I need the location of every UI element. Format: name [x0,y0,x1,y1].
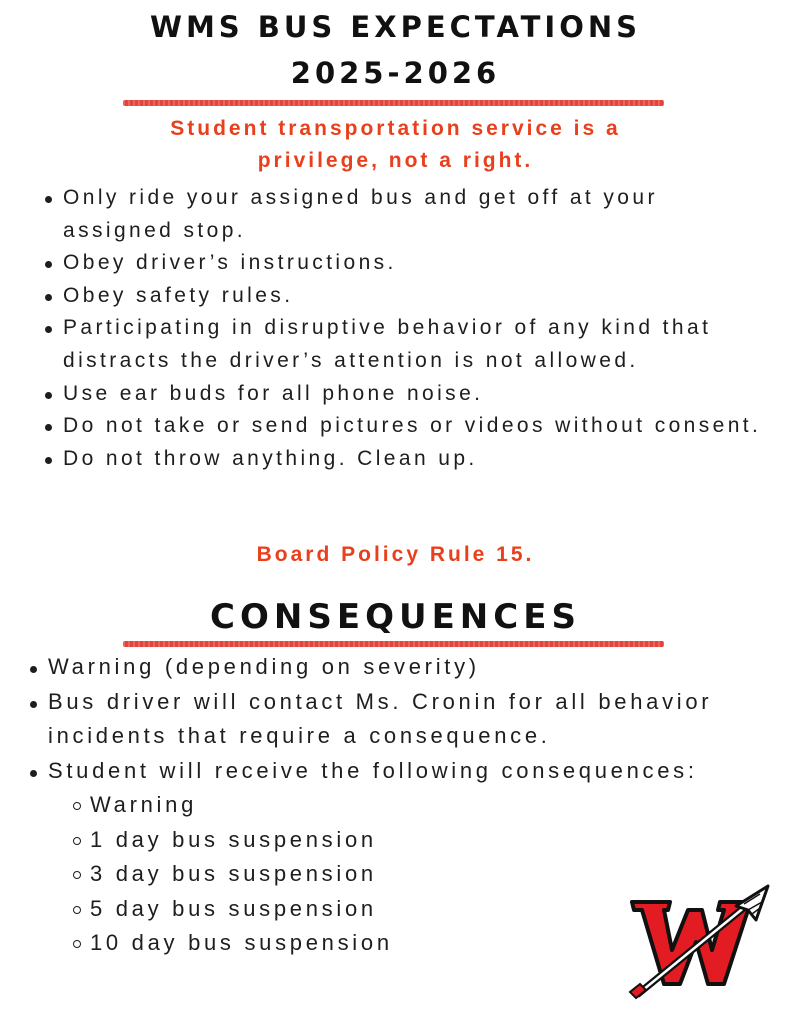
expectation-item: Do not throw anything. Clean up. [45,443,765,476]
school-year: 2025-2026 [290,56,501,90]
privilege-statement-line2: privilege, not a right. [257,149,534,172]
expectation-item: Participating in disruptive behavior of any kind that distracts the driver’s attention is not allowed. [45,312,765,377]
page-title: WMS BUS EXPECTATIONS [149,10,642,44]
bullet-icon [30,770,37,777]
consequences-divider [123,641,664,647]
bullet-icon [30,666,37,673]
hollow-bullet-icon [73,802,81,810]
hollow-bullet-icon [73,906,81,914]
consequence-item: Student will receive the following consequences: Warning 1 day bus suspension 3 day bus suspension 5 day bus suspension 10 day bus suspension [30,754,790,961]
w-arrow-logo-icon [628,880,778,1000]
title-divider [123,100,664,106]
expectations-list [45,182,765,475]
privilege-statement-line1: Student transportation service is a [170,117,621,140]
bullet-icon [30,701,37,708]
hollow-bullet-icon [73,940,81,948]
expectation-item: Do not take or send pictures or videos without consent. [45,410,765,443]
bullet-icon [45,424,52,431]
bullet-icon [45,261,52,268]
consequence-item: Bus driver will contact Ms. Cronin for all behavior incidents that require a consequence. [30,685,790,754]
consequence-step: 1 day bus suspension [48,823,790,858]
expectation-item: Only ride your assigned bus and get off at your assigned stop. [45,182,765,247]
expectation-item: Obey safety rules. [45,280,765,313]
bullet-icon [45,326,52,333]
board-policy-reference: Board Policy Rule 15. [256,543,535,566]
consequence-step: 10 day bus suspension [48,926,790,961]
bullet-icon [45,294,52,301]
consequence-item: Warning (depending on severity) [30,650,790,685]
hollow-bullet-icon [73,871,81,879]
bullet-icon [45,196,52,203]
bullet-icon [45,457,52,464]
expectation-item: Use ear buds for all phone noise. [45,378,765,411]
consequence-step: 5 day bus suspension [48,892,790,927]
bullet-icon [45,392,52,399]
hollow-bullet-icon [73,837,81,845]
consequence-step: 3 day bus suspension [48,857,790,892]
consequence-step: Warning [48,788,790,823]
expectation-item: Obey driver’s instructions. [45,247,765,280]
consequences-heading: CONSEQUENCES [210,597,581,637]
